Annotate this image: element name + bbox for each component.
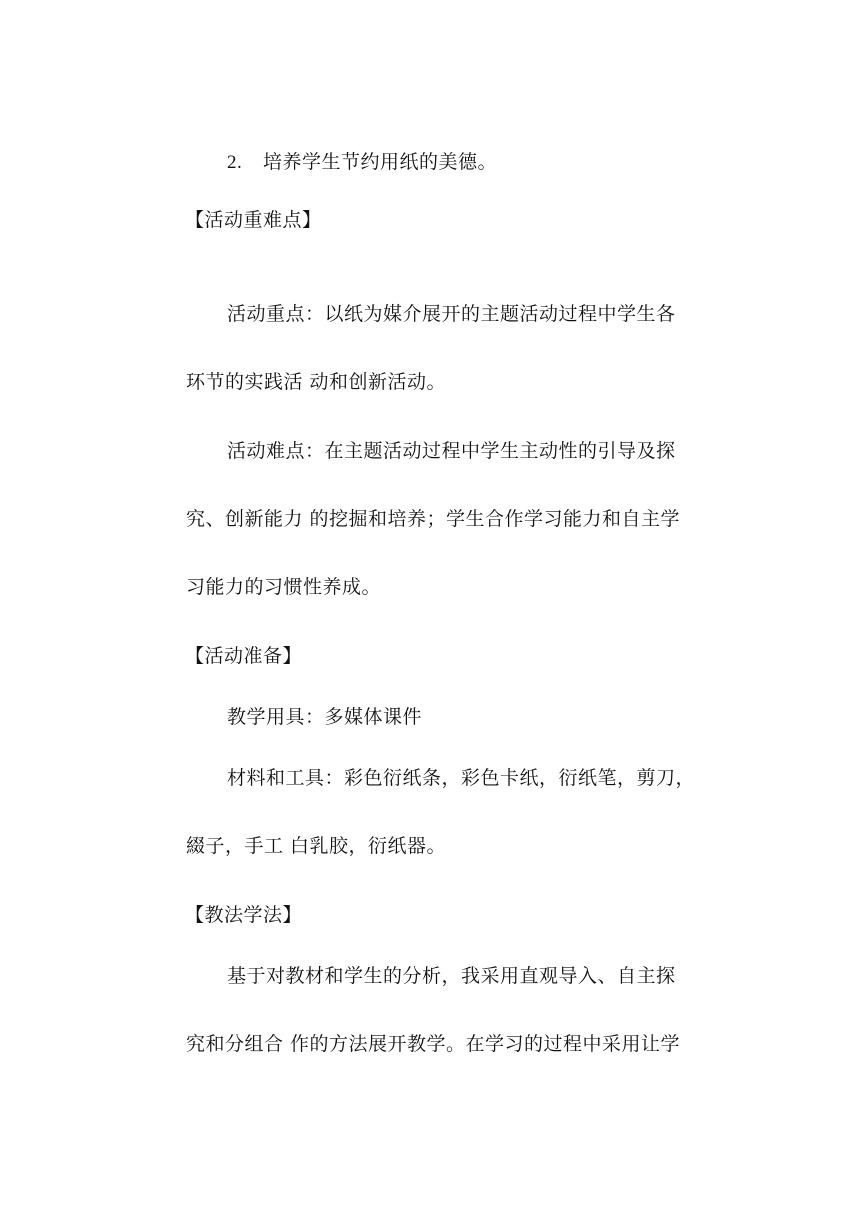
difficulties-line-2: 究、创新能力 的挖掘和培养；学生合作学习能力和自主学 [186, 508, 681, 530]
section-heading-preparation: 【活动准备】 [185, 645, 303, 667]
methods-line-2: 究和分组合 作的方法展开教学。在学习的过程中采用让学 [186, 1033, 681, 1055]
materials-line-2: 綴子，手工 白乳胶，衍纸器。 [186, 835, 447, 857]
difficulties-line-3: 习能力的习惯性养成。 [186, 576, 382, 598]
materials-line-1: 材料和工具：彩色衍纸条，彩色卡纸，衍纸笔，剪刀， [227, 767, 696, 789]
item-text: 培养学生节约用纸的美德。 [263, 151, 498, 173]
teaching-tools: 教学用具：多媒体课件 [227, 706, 423, 728]
difficulties-line-1: 活动难点：在主题活动过程中学生主动性的引导及探 [227, 440, 676, 462]
section-heading-key-difficulties: 【活动重难点】 [185, 209, 322, 231]
item-number: 2. [227, 152, 243, 173]
section-heading-methods: 【教法学法】 [185, 904, 303, 926]
key-points-line-2: 环节的实践活 动和创新活动。 [186, 371, 447, 393]
objective-item-2 [227, 150, 497, 175]
methods-line-1: 基于对教材和学生的分析，我采用直观导入、自主探 [227, 965, 676, 987]
key-points-line-1: 活动重点：以纸为媒介展开的主题活动过程中学生各 [227, 303, 676, 325]
